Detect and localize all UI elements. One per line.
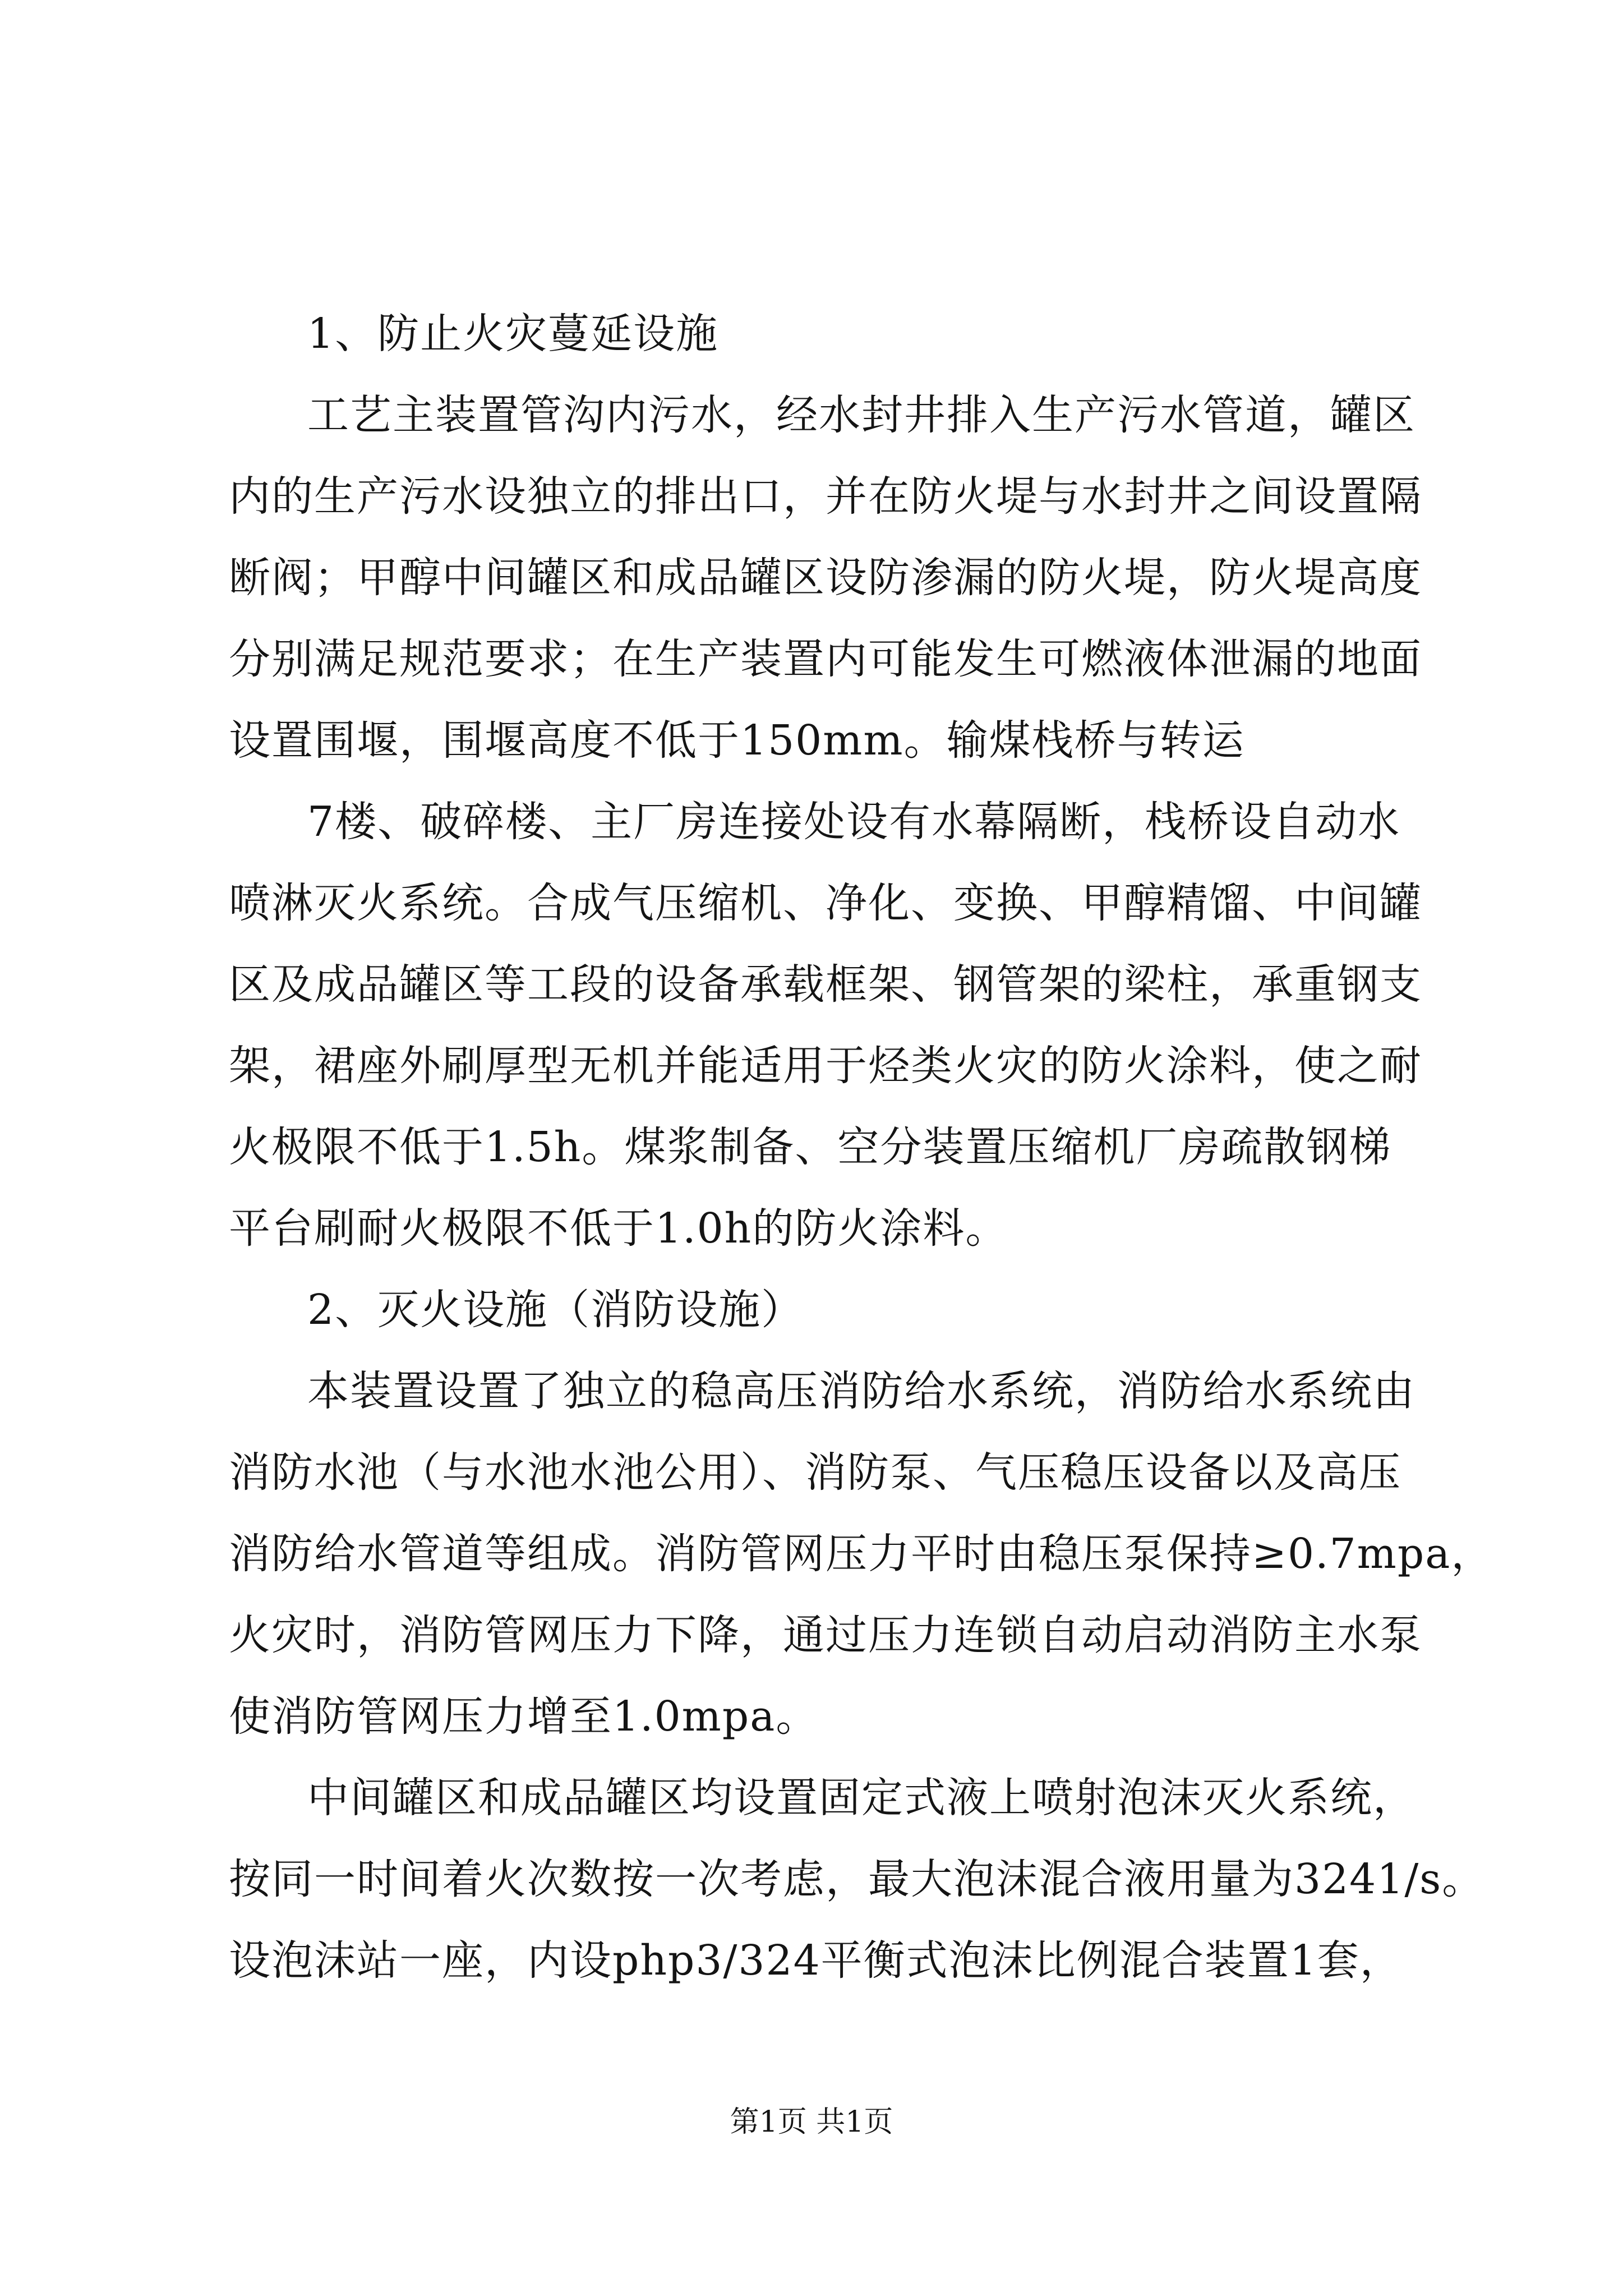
paragraph-line: 本装置设置了独立的稳高压消防给水系统，消防给水系统由: [307, 1367, 1415, 1415]
paragraph-line: 中间罐区和成品罐区均设置固定式液上喷射泡沫灭火系统，: [307, 1774, 1415, 1822]
paragraph-line: 按同一时间着火次数按一次考虑，最大泡沫混合液用量为3241/s。: [229, 1855, 1485, 1903]
heading-fire-spread-prevention: 1、防止火灾蔓延设施: [307, 310, 719, 358]
paragraph-line: 架，裙座外刷厚型无机并能适用于烃类火灾的防火涂料，使之耐: [229, 1042, 1422, 1090]
paragraph-line: 火极限不低于1.5h。煤浆制备、空分装置压缩机厂房疏散钢梯: [229, 1123, 1392, 1171]
page-footer: 第1页 共1页: [730, 2105, 893, 2139]
paragraph-line: 使消防管网压力增至1.0mpa。: [229, 1692, 819, 1741]
paragraph-line: 7楼、破碎楼、主厂房连接处设有水幕隔断，栈桥设自动水: [307, 798, 1401, 846]
paragraph-line: 设泡沫站一座，内设php3/324平衡式泡沫比例混合装置1套，: [229, 1936, 1403, 1985]
paragraph-line: 设置围堰，围堰高度不低于150mm。输煤栈桥与转运: [229, 716, 1245, 765]
paragraph-line: 区及成品罐区等工段的设备承载框架、钢管架的梁柱，承重钢支: [229, 960, 1422, 1009]
paragraph-line: 消防水池（与水池水池公用）、消防泵、气压稳压设备以及高压: [229, 1448, 1401, 1497]
paragraph-line: 消防给水管道等组成。消防管网压力平时由稳压泵保持≥0.7mpa，: [229, 1530, 1494, 1578]
paragraph-line: 分别满足规范要求；在生产装置内可能发生可燃液体泄漏的地面: [229, 635, 1422, 683]
paragraph-line: 喷淋灭火系统。合成气压缩机、净化、变换、甲醇精馏、中间罐: [229, 879, 1422, 927]
paragraph-line: 火灾时，消防管网压力下降，通过压力连锁自动启动消防主水泵: [229, 1611, 1422, 1659]
heading-fire-extinguishing: 2、灭火设施（消防设施）: [307, 1286, 804, 1334]
paragraph-line: 工艺主装置管沟内污水，经水封井排入生产污水管道，罐区: [307, 391, 1415, 439]
paragraph-line: 断阀；甲醇中间罐区和成品罐区设防渗漏的防火堤，防火堤高度: [229, 554, 1422, 602]
paragraph-line: 平台刷耐火极限不低于1.0h的防火涂料。: [229, 1204, 1008, 1253]
paragraph-line: 内的生产污水设独立的排出口，并在防火堤与水封井之间设置隔: [229, 472, 1422, 521]
